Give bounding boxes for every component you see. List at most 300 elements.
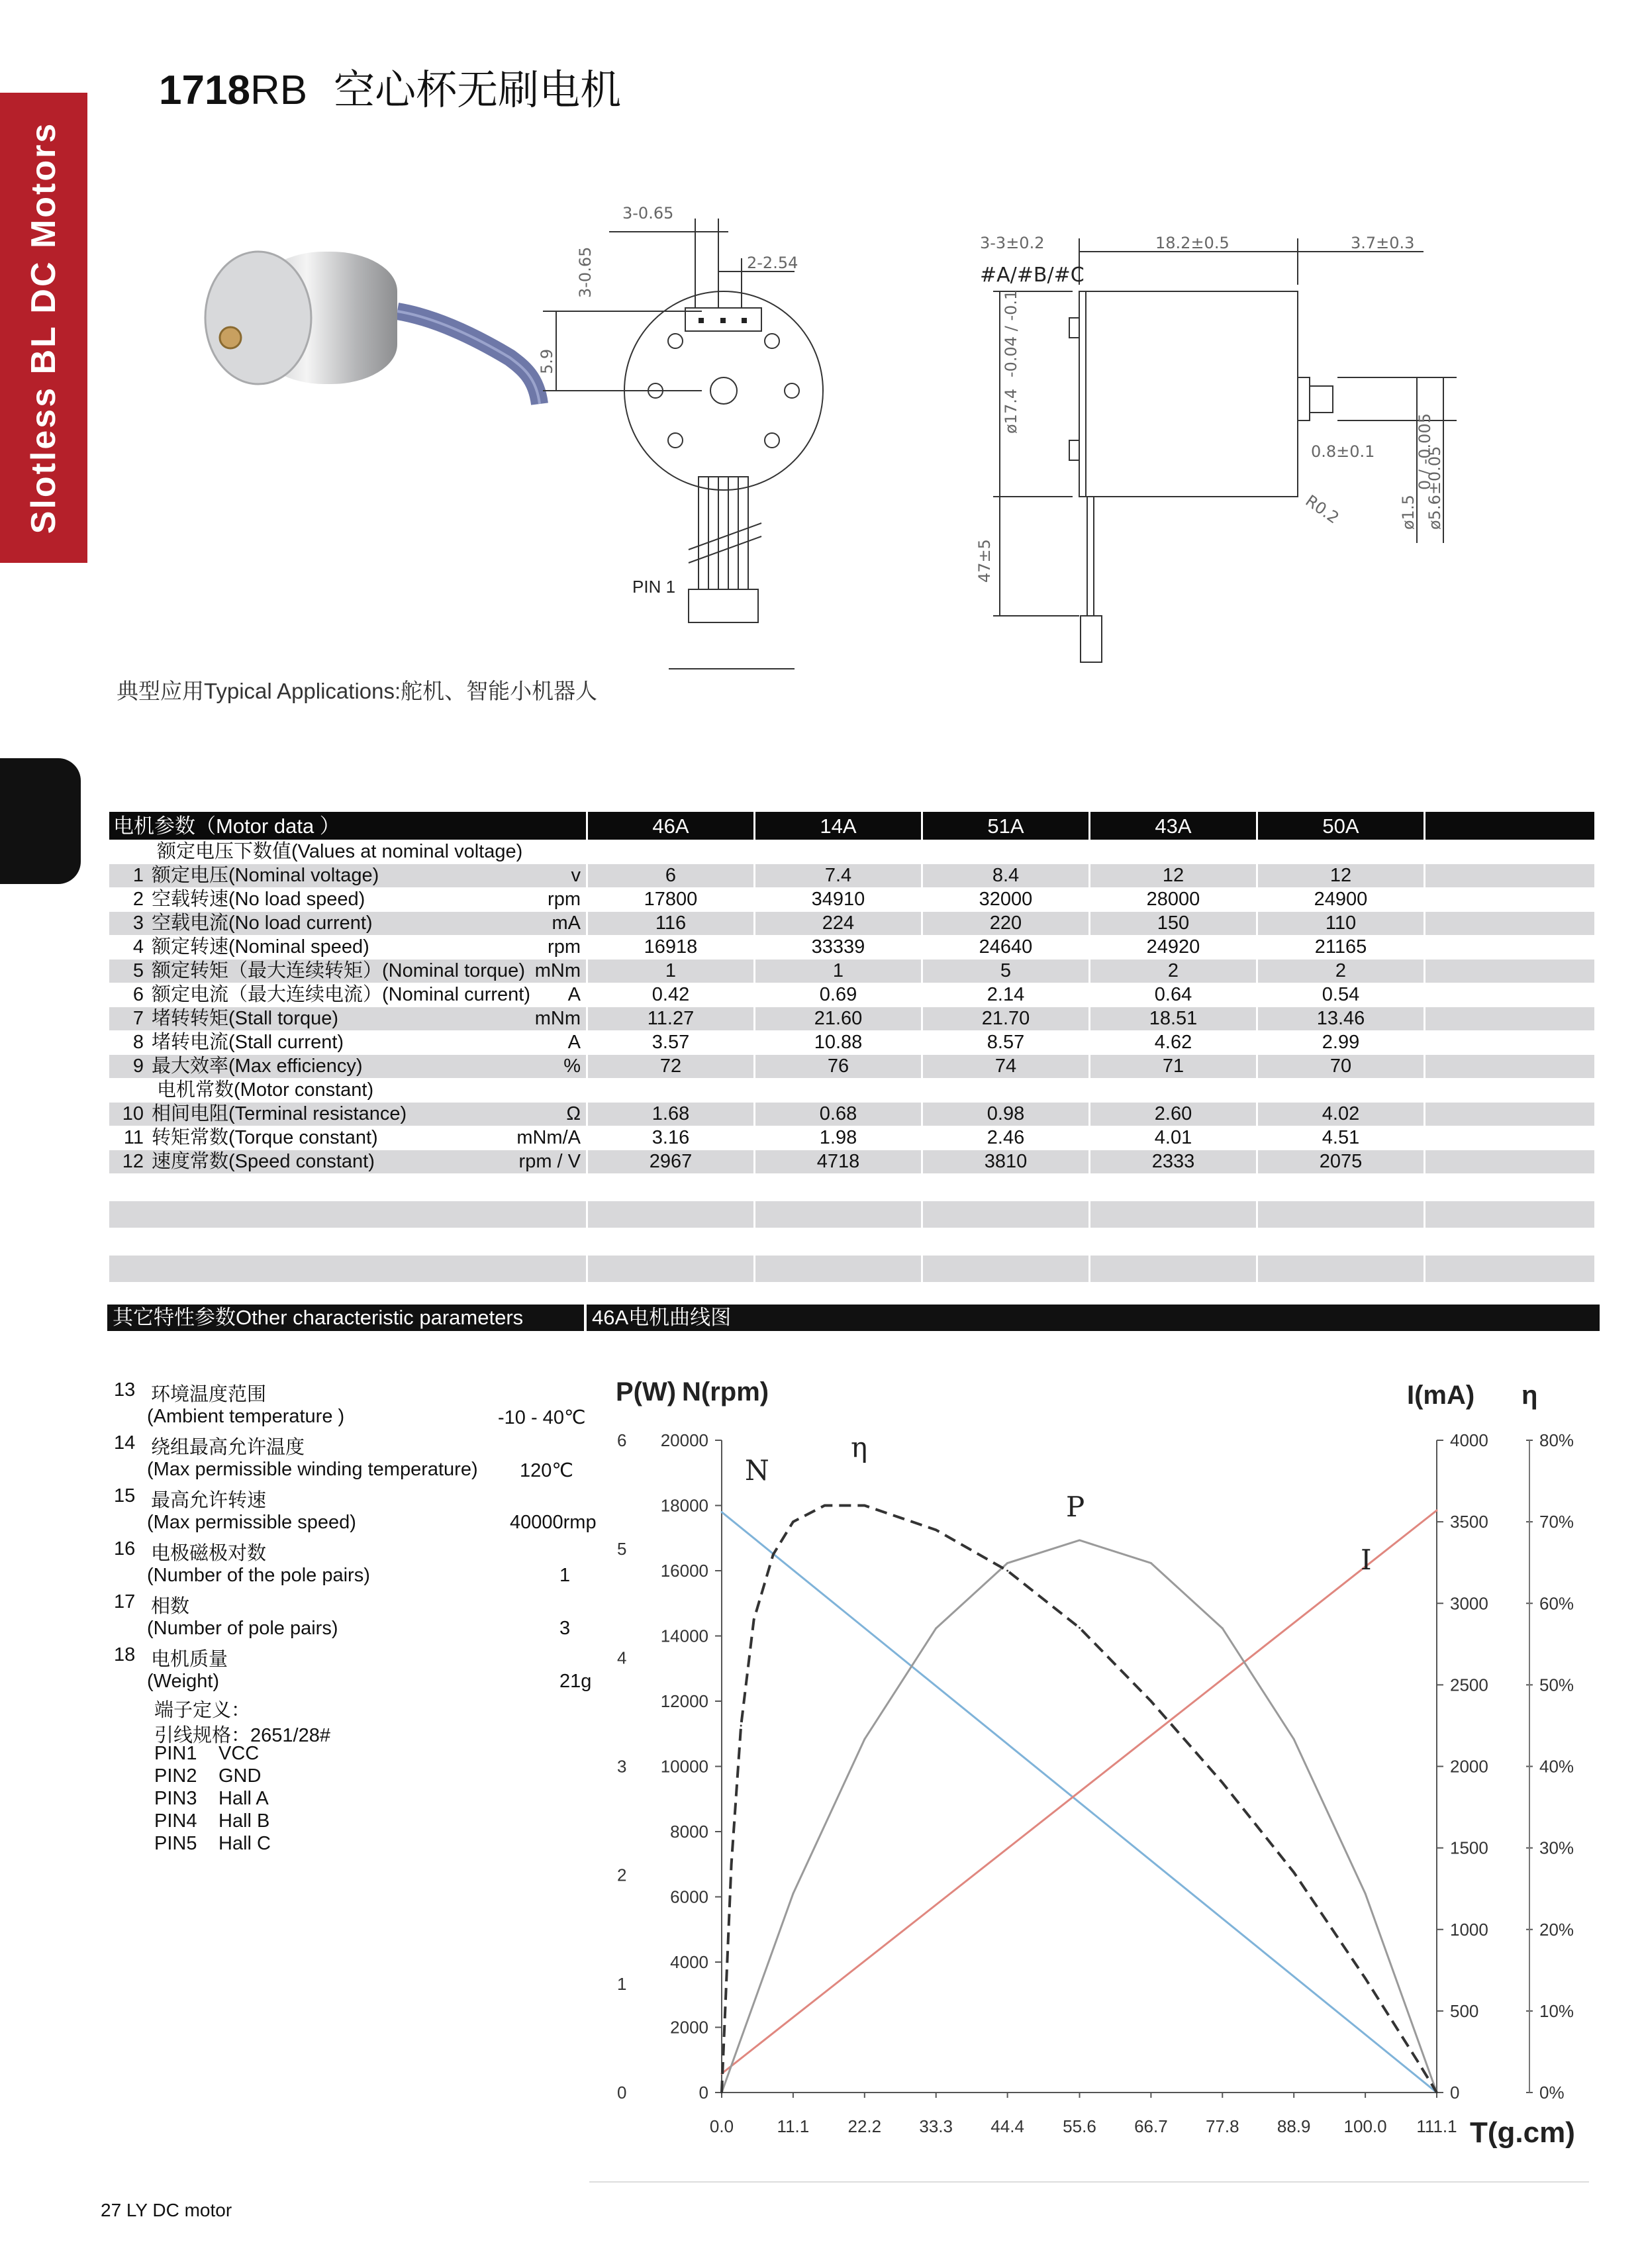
front-dim-4: 5.9	[538, 348, 556, 374]
table-row	[109, 936, 1594, 959]
p-axis-tick-label: 2	[617, 1865, 627, 1885]
param-num: 5	[132, 960, 144, 981]
value-cell: 220	[923, 912, 1088, 935]
i-axis-tick-label: 2500	[1450, 1675, 1488, 1695]
value-cell: 2	[1258, 960, 1424, 983]
param-number: 17	[114, 1591, 136, 1612]
series-point	[1365, 1977, 1367, 1979]
param-unit: A	[567, 1032, 581, 1053]
param-cell	[109, 1007, 586, 1030]
value-cell: 12	[1258, 864, 1424, 887]
motor-shaft	[220, 327, 241, 348]
param-name: 速度常数(Speed constant)	[152, 1151, 375, 1172]
blank-row	[109, 1256, 1594, 1282]
param-cell	[109, 1150, 586, 1173]
value-cell: 0.98	[923, 1103, 1088, 1126]
blank-row	[109, 1228, 1594, 1255]
value-cell: 18.51	[1090, 1007, 1256, 1030]
motor-data-table	[107, 811, 1596, 1283]
pin-def: GND	[218, 1765, 262, 1787]
curve-label: N	[745, 1454, 769, 1487]
n-axis-tick-label: 8000	[670, 1822, 708, 1842]
performance-chart	[583, 1351, 1616, 2192]
value-cell: 3810	[923, 1150, 1088, 1173]
param-name: 堵转转矩(Stall torque)	[152, 1008, 339, 1029]
front-hub	[710, 377, 737, 404]
value-cell: 0.54	[1322, 984, 1360, 1005]
n-axis-tick-label: 14000	[660, 1626, 708, 1646]
param-num: 9	[132, 1056, 144, 1077]
param-value: 21g	[559, 1671, 592, 1692]
n-axis-tick-label: 16000	[660, 1561, 708, 1581]
title-cn: 空心杯无刷电机	[334, 68, 622, 113]
blank-row	[109, 1174, 1594, 1201]
param-name: 空载转速(No load speed)	[152, 889, 365, 910]
eta-axis-tick-label: 30%	[1539, 1838, 1574, 1858]
value-cell: 1.98	[819, 1127, 857, 1148]
curve-label: η	[851, 1431, 868, 1463]
value-cell: 2.60	[1090, 1103, 1256, 1126]
eta-axis-tick-label: 60%	[1539, 1593, 1574, 1614]
hall-labels: #A/#B/#C	[980, 264, 1085, 287]
value-cell: 3.16	[652, 1127, 690, 1148]
x-axis-tick-label: 88.9	[1277, 2116, 1311, 2136]
param-name: 相间电阻(Terminal resistance)	[152, 1103, 407, 1124]
value-cell: 0.69	[819, 984, 857, 1005]
series-point	[1150, 1701, 1152, 1702]
param-num: 11	[123, 1127, 144, 1148]
model-header-4: 50A	[1258, 812, 1424, 840]
series-point	[1079, 1627, 1081, 1629]
chart-title: 46A电机曲线图	[592, 1306, 732, 1329]
section-nominal: 额定电压下数值(Values at nominal voltage)	[157, 841, 523, 862]
value-cell: 1	[588, 960, 753, 983]
front-dim-1: 3-0.65	[622, 204, 674, 222]
value-cell: 24640	[979, 936, 1033, 958]
value-cell: 6	[588, 864, 753, 887]
table-row	[109, 1150, 1594, 1173]
i-axis-tick-label: 3000	[1450, 1593, 1488, 1614]
param-name-en: (Max permissible winding temperature)	[147, 1459, 478, 1480]
section-constant-row	[109, 1079, 1594, 1102]
side-dim-3: 3.7±0.3	[1351, 234, 1415, 252]
value-cell: 16918	[644, 936, 698, 958]
param-cell	[109, 888, 586, 911]
table-row	[109, 888, 1594, 911]
value-cell: 71	[1090, 1055, 1256, 1078]
table-row	[109, 1103, 1594, 1126]
series-point	[792, 1521, 794, 1523]
series-point	[1416, 2059, 1418, 2061]
table-row	[109, 1055, 1594, 1078]
value-cell: 11.27	[588, 1007, 753, 1030]
value-cell: 12	[1090, 864, 1256, 887]
table-row	[109, 983, 1594, 1007]
series-point	[863, 1504, 865, 1506]
param-unit: rpm / V	[518, 1151, 581, 1172]
param-name-cn: 绕组最高允许温度	[151, 1437, 305, 1458]
series-point	[730, 1863, 732, 1865]
param-unit: v	[571, 865, 581, 886]
pin-def: Hall B	[218, 1810, 270, 1832]
series-point	[1222, 1628, 1224, 1630]
value-cell: 4718	[755, 1150, 921, 1173]
series-point	[1150, 1562, 1152, 1564]
x-axis-tick-label: 100.0	[1343, 2116, 1387, 2136]
side-dim-5: 47±5	[975, 539, 994, 583]
x-axis-tick-label: 44.4	[990, 2116, 1024, 2136]
value-cell: 5	[923, 960, 1088, 983]
table-header-row	[109, 812, 1594, 840]
motor-face	[205, 252, 311, 384]
value-cell: 1.68	[588, 1103, 753, 1126]
p-axis-tick-label: 0	[617, 2083, 627, 2102]
param-cell	[109, 912, 586, 935]
front-plug	[689, 589, 758, 622]
p-axis-tick-label: 5	[617, 1539, 627, 1559]
param-unit: %	[563, 1056, 581, 1077]
p-axis-tick-label: 4	[617, 1648, 627, 1668]
series-point	[935, 1529, 937, 1531]
x-axis-tick-label: 33.3	[919, 2116, 953, 2136]
eta-axis-label: η	[1521, 1381, 1538, 1410]
param-name-en: (Weight)	[147, 1671, 220, 1692]
value-cell: 2.14	[987, 984, 1025, 1005]
i-axis-label: I(mA)	[1407, 1381, 1475, 1410]
value-cell: 2.99	[1322, 1032, 1360, 1053]
p-axis-label: P(W)	[616, 1377, 677, 1406]
param-cell	[109, 983, 586, 1007]
x-axis-tick-label: 11.1	[777, 2116, 810, 2136]
series-point	[1222, 1782, 1224, 1784]
series-point	[721, 2092, 723, 2094]
side-dim-7: R0.2	[1302, 491, 1343, 528]
param-name: 额定电流（最大连续电流）(Nominal current)	[152, 984, 531, 1005]
series-point	[1293, 1871, 1295, 1873]
value-cell: 17800	[644, 889, 698, 910]
param-num: 2	[132, 889, 144, 910]
value-cell: 21165	[1314, 936, 1367, 958]
param-name-cn: 电机质量	[151, 1649, 228, 1670]
section-constant: 电机常数(Motor constant)	[157, 1079, 374, 1101]
side-dim-2: 18.2±0.5	[1155, 234, 1230, 252]
sidebar-category-label: Slotless BL DC Motors	[24, 121, 63, 534]
value-cell: 24920	[1146, 936, 1200, 958]
series-point	[753, 1618, 755, 1620]
series-point	[721, 1511, 723, 1513]
side-plug	[1081, 616, 1102, 662]
param-cell	[109, 936, 586, 959]
series-point	[824, 1504, 826, 1506]
eta-axis-tick-label: 10%	[1539, 2000, 1574, 2021]
series-point	[772, 1553, 774, 1555]
other-params-bar	[107, 1305, 584, 1331]
curve-label: I	[1361, 1544, 1372, 1576]
series-point	[1079, 1540, 1081, 1542]
i-axis-tick-label: 2000	[1450, 1756, 1488, 1777]
value-cell: 110	[1258, 912, 1424, 935]
pin-def: Hall C	[218, 1833, 271, 1854]
pin-id: PIN3	[154, 1788, 197, 1809]
param-value: 120℃	[520, 1460, 573, 1481]
sidebar-category-tab	[0, 93, 87, 563]
param-number: 14	[114, 1432, 136, 1454]
i-axis-tick-label: 1500	[1450, 1838, 1488, 1858]
page-title	[159, 57, 621, 116]
param-cell	[109, 1031, 586, 1054]
eta-axis-tick-label: 50%	[1539, 1675, 1574, 1695]
value-cell: 21.70	[923, 1007, 1088, 1030]
param-unit: mA	[552, 912, 581, 934]
param-unit: A	[567, 984, 581, 1005]
x-axis-label: T(g.cm)	[1470, 2116, 1575, 2149]
param-name: 额定电压(Nominal voltage)	[152, 865, 379, 886]
param-unit: mNm	[534, 960, 581, 981]
n-axis-tick-label: 0	[699, 2083, 708, 2102]
value-cell: 3.57	[652, 1032, 690, 1053]
param-name: 堵转电流(Stall current)	[152, 1032, 344, 1053]
value-cell: 4.01	[1154, 1127, 1192, 1148]
series-point	[1006, 1562, 1008, 1564]
param-name-en: (Max permissible speed)	[147, 1512, 356, 1533]
side-view-drawing	[927, 212, 1496, 675]
front-dim-3: 2-2.54	[747, 254, 798, 272]
side-shaft	[1310, 386, 1333, 413]
value-cell: 7.4	[755, 864, 921, 887]
model-header-0: 46A	[588, 812, 753, 840]
param-name: 最大效率(Max efficiency)	[152, 1056, 363, 1077]
n-axis-tick-label: 10000	[660, 1756, 708, 1777]
param-unit: rpm	[548, 936, 581, 958]
typical-applications: 典型应用Typical Applications:舵机、智能小机器人	[117, 679, 598, 703]
model-header-1: 14A	[755, 812, 921, 840]
series-point	[740, 1724, 742, 1726]
value-cell: 2.46	[987, 1127, 1025, 1148]
p-axis-tick-label: 6	[617, 1430, 627, 1450]
series-line-i	[722, 1510, 1437, 2074]
value-cell: 0.42	[652, 984, 690, 1005]
param-value: -10 - 40℃	[498, 1407, 586, 1428]
side-dim-4: ø17.4	[1002, 388, 1020, 434]
series-point	[1006, 1570, 1008, 1572]
param-name-cn: 电极磁极对数	[151, 1543, 267, 1564]
pin1-label: PIN 1	[632, 577, 676, 597]
model-suffix: RB	[250, 68, 308, 113]
value-cell: 224	[755, 912, 921, 935]
n-axis-tick-label: 20000	[660, 1430, 708, 1450]
section-marker-tab	[0, 758, 81, 884]
value-cell: 28000	[1146, 889, 1200, 910]
model-number: 1718	[159, 68, 250, 113]
param-name: 额定转矩（最大连续转矩）(Nominal torque)	[152, 960, 525, 981]
value-cell: 8.4	[923, 864, 1088, 887]
model-header-3: 43A	[1090, 812, 1256, 840]
other-params-title: 其它特性参数Other characteristic parameters	[113, 1306, 524, 1329]
value-cell: 4.62	[1154, 1032, 1192, 1053]
param-unit: Ω	[566, 1103, 581, 1124]
param-name-en: (Number of pole pairs)	[147, 1618, 338, 1639]
param-value: 1	[559, 1565, 571, 1586]
series-line-p	[722, 1540, 1437, 2093]
param-number: 13	[114, 1379, 136, 1401]
terminal-title: 端子定义：	[154, 1700, 251, 1721]
side-body	[1079, 291, 1298, 497]
value-cell: 70	[1258, 1055, 1424, 1078]
series-point	[1436, 1509, 1438, 1511]
param-name-cn: 环境温度范围	[151, 1384, 267, 1405]
table-row	[109, 960, 1594, 983]
param-unit: mNm/A	[516, 1127, 581, 1148]
param-unit: mNm	[534, 1008, 581, 1029]
param-value: 3	[559, 1618, 571, 1639]
value-cell: 150	[1090, 912, 1256, 935]
n-axis-label: N(rpm)	[682, 1377, 769, 1406]
series-point	[1365, 1893, 1367, 1895]
value-cell: 24900	[1314, 889, 1368, 910]
param-name: 额定转速(Nominal speed)	[152, 936, 369, 958]
param-name-cn: 最高允许转速	[151, 1490, 267, 1511]
table-row	[109, 1007, 1594, 1030]
param-cell	[109, 1055, 586, 1078]
param-name-en: (Ambient temperature )	[147, 1406, 345, 1427]
eta-axis-tick-label: 70%	[1539, 1512, 1574, 1532]
n-axis-tick-label: 4000	[670, 1952, 708, 1972]
pin-id: PIN1	[154, 1743, 197, 1764]
param-name-cn: 相数	[151, 1596, 190, 1617]
n-axis-tick-label: 18000	[660, 1495, 708, 1516]
pin-id: PIN2	[154, 1765, 197, 1787]
front-view-drawing	[538, 192, 821, 682]
series-point	[1436, 2092, 1438, 2094]
chart-title-bar	[587, 1305, 1600, 1331]
eta-axis-tick-label: 40%	[1539, 1756, 1574, 1777]
param-number: 16	[114, 1538, 136, 1559]
pin-def: VCC	[218, 1743, 260, 1764]
x-axis-tick-label: 77.8	[1205, 2116, 1239, 2136]
value-cell: 32000	[979, 889, 1033, 910]
motor-photo	[179, 245, 530, 424]
param-num: 12	[122, 1151, 144, 1172]
x-axis-tick-label: 66.7	[1134, 2116, 1168, 2136]
value-cell: 33339	[811, 936, 865, 958]
param-unit: rpm	[548, 889, 581, 910]
param-num: 10	[122, 1103, 144, 1124]
p-axis-tick-label: 3	[617, 1756, 627, 1777]
pin-def: Hall A	[218, 1788, 269, 1809]
value-cell: 8.57	[987, 1032, 1025, 1053]
value-cell: 13.46	[1258, 1007, 1424, 1030]
series-point	[863, 1738, 865, 1740]
value-cell: 0.68	[755, 1103, 921, 1126]
table-header-label: 电机参数（Motor data ）	[109, 812, 586, 840]
param-num: 6	[132, 984, 144, 1005]
wire-spec: 引线规格：2651/28#	[154, 1725, 330, 1746]
side-dim-6: 0.8±0.1	[1311, 442, 1375, 461]
eta-axis-tick-label: 0%	[1539, 2083, 1565, 2102]
series-point	[792, 1893, 794, 1895]
value-cell: 116	[588, 912, 753, 935]
value-cell: 0.64	[1154, 984, 1192, 1005]
param-number: 15	[114, 1485, 136, 1506]
n-axis-tick-label: 12000	[660, 1691, 708, 1711]
value-cell: 4.51	[1322, 1127, 1360, 1148]
param-cell	[109, 1103, 586, 1126]
value-cell: 21.60	[755, 1007, 921, 1030]
ribbon-cable	[397, 311, 540, 404]
value-cell: 34910	[811, 889, 865, 910]
pin-id: PIN5	[154, 1833, 197, 1854]
table-row	[109, 1126, 1594, 1150]
value-cell: 1	[755, 960, 921, 983]
n-axis-tick-label: 2000	[670, 2017, 708, 2038]
series-point	[935, 1628, 937, 1630]
series-point	[1293, 1738, 1295, 1740]
param-cell	[109, 960, 586, 983]
side-dim-8-tol: 0 / -0.005	[1416, 413, 1434, 490]
side-dim-8: ø1.5	[1399, 495, 1418, 530]
param-name-en: (Number of the pole pairs)	[147, 1565, 370, 1586]
param-num: 7	[132, 1008, 144, 1029]
front-dim-2: 3-0.65	[576, 246, 595, 298]
value-cell: 76	[755, 1055, 921, 1078]
param-num: 1	[132, 865, 144, 886]
table-row	[109, 912, 1594, 935]
x-axis-tick-label: 0.0	[709, 2116, 734, 2136]
model-header-2: 51A	[923, 812, 1088, 840]
side-dim-9: ø5.6±0.05	[1425, 446, 1444, 530]
value-cell: 2967	[588, 1150, 753, 1173]
param-number: 18	[114, 1644, 136, 1665]
i-axis-tick-label: 3500	[1450, 1512, 1488, 1532]
table-row	[109, 864, 1594, 887]
value-cell: 72	[588, 1055, 753, 1078]
curve-label: P	[1066, 1491, 1085, 1523]
n-axis-tick-label: 6000	[670, 1887, 708, 1907]
param-value: 40000rmp	[510, 1512, 597, 1533]
side-dim-1: 3-3±0.2	[980, 234, 1045, 252]
x-axis-tick-label: 111.1	[1416, 2116, 1457, 2136]
value-cell: 74	[923, 1055, 1088, 1078]
value-cell: 4.02	[1258, 1103, 1424, 1126]
value-cell: 2075	[1258, 1150, 1424, 1173]
value-cell: 2	[1090, 960, 1256, 983]
param-name: 转矩常数(Torque constant)	[152, 1127, 378, 1148]
param-num: 3	[132, 912, 144, 934]
series-line-n	[722, 1512, 1437, 2093]
table-row	[109, 1031, 1594, 1054]
i-axis-tick-label: 0	[1450, 2083, 1460, 2102]
i-axis-tick-label: 500	[1450, 2000, 1479, 2021]
x-axis-tick-label: 22.2	[847, 2116, 882, 2136]
section-nominal-row	[109, 840, 1594, 863]
param-cell	[109, 1126, 586, 1150]
eta-axis-tick-label: 20%	[1539, 1919, 1574, 1940]
param-num: 4	[132, 936, 144, 958]
param-num: 8	[132, 1032, 144, 1053]
x-axis-tick-label: 55.6	[1063, 2116, 1096, 2136]
param-name: 空载电流(No load current)	[152, 912, 373, 934]
page-footer: 27 LY DC motor	[101, 2200, 232, 2220]
pin-id: PIN4	[154, 1810, 197, 1832]
blank-row	[109, 1201, 1594, 1228]
value-cell: 10.88	[814, 1032, 863, 1053]
i-axis-tick-label: 1000	[1450, 1919, 1488, 1940]
side-dim-4-tol: -0.04 / -0.1	[1002, 289, 1020, 377]
p-axis-tick-label: 1	[617, 1973, 627, 1994]
param-cell	[109, 864, 586, 887]
value-cell: 2333	[1090, 1150, 1256, 1173]
eta-axis-tick-label: 80%	[1539, 1430, 1574, 1450]
